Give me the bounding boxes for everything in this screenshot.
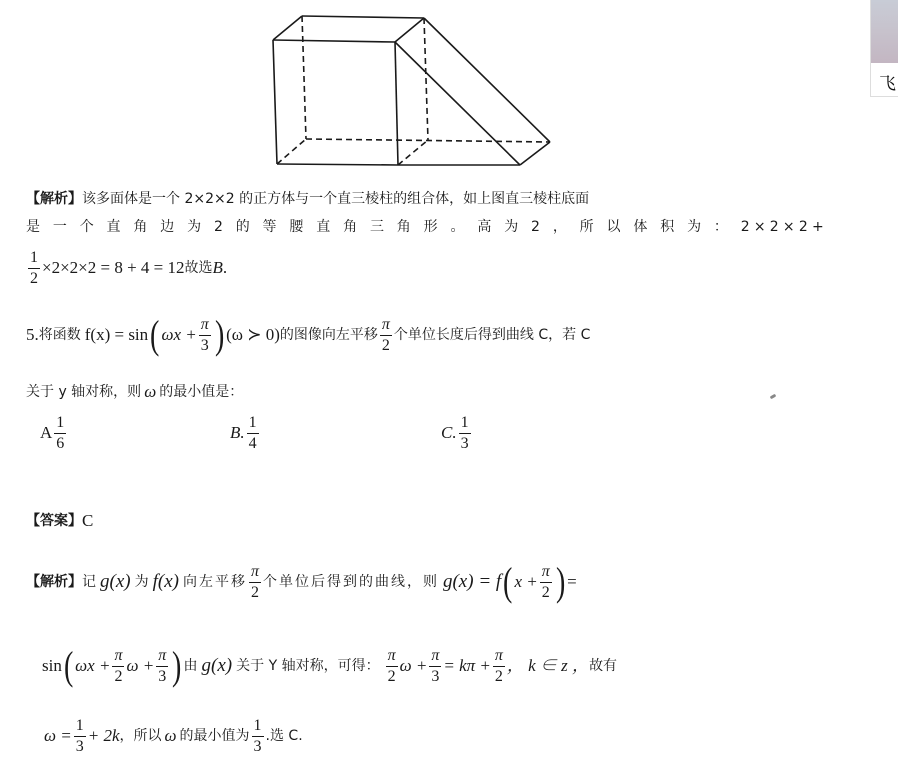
choose-text: 故选	[184, 260, 213, 276]
prev-solution-line-3	[26, 246, 227, 290]
g-of-x: g(x)	[201, 655, 233, 676]
two-k-term: + 2k	[87, 726, 120, 745]
omega-term: ω +	[399, 656, 428, 675]
left-paren: (	[150, 312, 160, 357]
function-argument: ωx +	[161, 325, 197, 344]
solution-line-2	[42, 640, 617, 692]
equals-sign: =	[567, 572, 577, 591]
prev-solution-line-1	[26, 189, 589, 209]
option-b[interactable]	[230, 410, 261, 456]
fraction: $\frac{\pi}{2}$	[381, 315, 390, 354]
scan-speck	[770, 394, 777, 400]
solution-line-3	[44, 712, 303, 760]
omega-equals: ω =	[44, 726, 72, 745]
answer-label: 【答案】	[26, 513, 82, 529]
thumbnail-image	[871, 0, 898, 63]
question-text-d: 关于 y 轴对称，则	[26, 384, 142, 400]
fraction: $\frac{\pi}{3}$	[158, 646, 167, 685]
right-paren: )	[214, 312, 225, 357]
question-text-a: 将函数	[38, 327, 81, 343]
left-paren: (	[63, 643, 74, 688]
answer-line	[26, 511, 93, 531]
fraction: $\frac{\pi}{2}$	[114, 646, 123, 685]
question-text-b: 的图像向左平移	[279, 327, 378, 343]
omega-term: ω +	[126, 656, 155, 675]
option-a[interactable]	[40, 410, 68, 456]
solution-text: .选 C.	[265, 728, 303, 744]
solution-text: 的最小值为	[179, 728, 250, 744]
left-paren: (	[503, 559, 513, 604]
solution-text: 关于 Y 轴对称，可得：	[236, 658, 380, 674]
option-a-label: A	[40, 423, 53, 442]
thumbnail-label: 飞	[879, 74, 896, 94]
g-of-x: g(x)	[100, 571, 131, 592]
solution-text: ，所以	[119, 728, 162, 744]
fraction: $\frac{\pi}{3}$	[200, 315, 209, 354]
fraction: $\frac{1}{3}$	[75, 716, 84, 755]
solution-text: 记	[82, 574, 96, 590]
fraction: $\frac{1}{4}$	[248, 413, 257, 452]
volume-formula: ×2×2×2 = 8 + 4 = 12	[42, 258, 185, 277]
fraction: $\frac{1}{3}$	[253, 716, 262, 755]
solution-text: 故有	[589, 658, 618, 674]
fraction: $\frac{1}{6}$	[56, 413, 65, 452]
sin-function: sin	[42, 656, 62, 675]
fraction: $\frac{\pi}{2}$	[387, 646, 396, 685]
solution-text: 为	[134, 574, 149, 590]
right-paren: )	[555, 559, 566, 604]
option-b-label: B.	[230, 423, 245, 442]
solution-label: 【解析】	[26, 574, 82, 590]
chosen-option: B	[212, 258, 223, 277]
omega-symbol: ω	[164, 726, 177, 745]
fraction: $\frac{\pi}{2}$	[250, 562, 259, 601]
period: .	[222, 258, 228, 277]
option-c[interactable]	[441, 410, 473, 456]
f-of-x: f(x)	[152, 571, 179, 592]
option-c-label: C.	[441, 423, 457, 442]
function-expression: f(x) = sin	[84, 325, 149, 344]
side-thumbnail[interactable]	[870, 0, 898, 97]
k-pi-term: = kπ +	[443, 656, 491, 675]
solution-text: 由	[183, 658, 198, 674]
fraction: $\frac{\pi}{2}$	[541, 562, 550, 601]
fraction: $\frac{1}{3}$	[460, 413, 469, 452]
question-number: 5.	[26, 325, 39, 344]
inner-arg: x +	[514, 572, 538, 591]
question-stem-line-2	[26, 382, 243, 402]
omega-x: ωx +	[75, 656, 111, 675]
solution-line-1	[26, 556, 577, 608]
fraction: $\frac{\pi}{2}$	[494, 646, 503, 685]
solution-text: 个单位后得到的曲线，则	[262, 574, 439, 590]
solution-text: 向左平移	[182, 574, 247, 590]
answer-value: C	[82, 511, 94, 530]
fraction: $\frac{1}{2}$	[30, 248, 38, 287]
k-in-z: ， k ∈ z ，	[506, 656, 590, 675]
prev-solution-line-2	[26, 217, 828, 237]
polyhedron-diagram-icon	[262, 0, 562, 175]
omega-symbol: ω	[144, 382, 157, 401]
prev-solution-text-2: 是 一 个 直 角 边 为 2 的 等 腰 直 角 三 角 形 。 高 为 2 ， 所 以 体 积 为 ： 2×2×2+	[26, 219, 828, 235]
question-stem-line-1	[26, 312, 590, 358]
right-paren: )	[172, 643, 182, 688]
g-equals-f: g(x) = f	[442, 571, 502, 592]
omega-condition: (ω ≻ 0)	[226, 325, 280, 344]
prev-solution-text-1: 该多面体是一个 2×2×2 的正方体与一个直三棱柱的组合体，如上图直三棱柱底面	[82, 191, 590, 207]
question-text-e: 的最小值是：	[159, 384, 244, 400]
fraction: $\frac{\pi}{3}$	[431, 646, 440, 685]
question-text-c: 个单位长度后得到曲线 C，若 C	[393, 327, 591, 343]
prev-solution-label: 【解析】	[26, 191, 82, 207]
